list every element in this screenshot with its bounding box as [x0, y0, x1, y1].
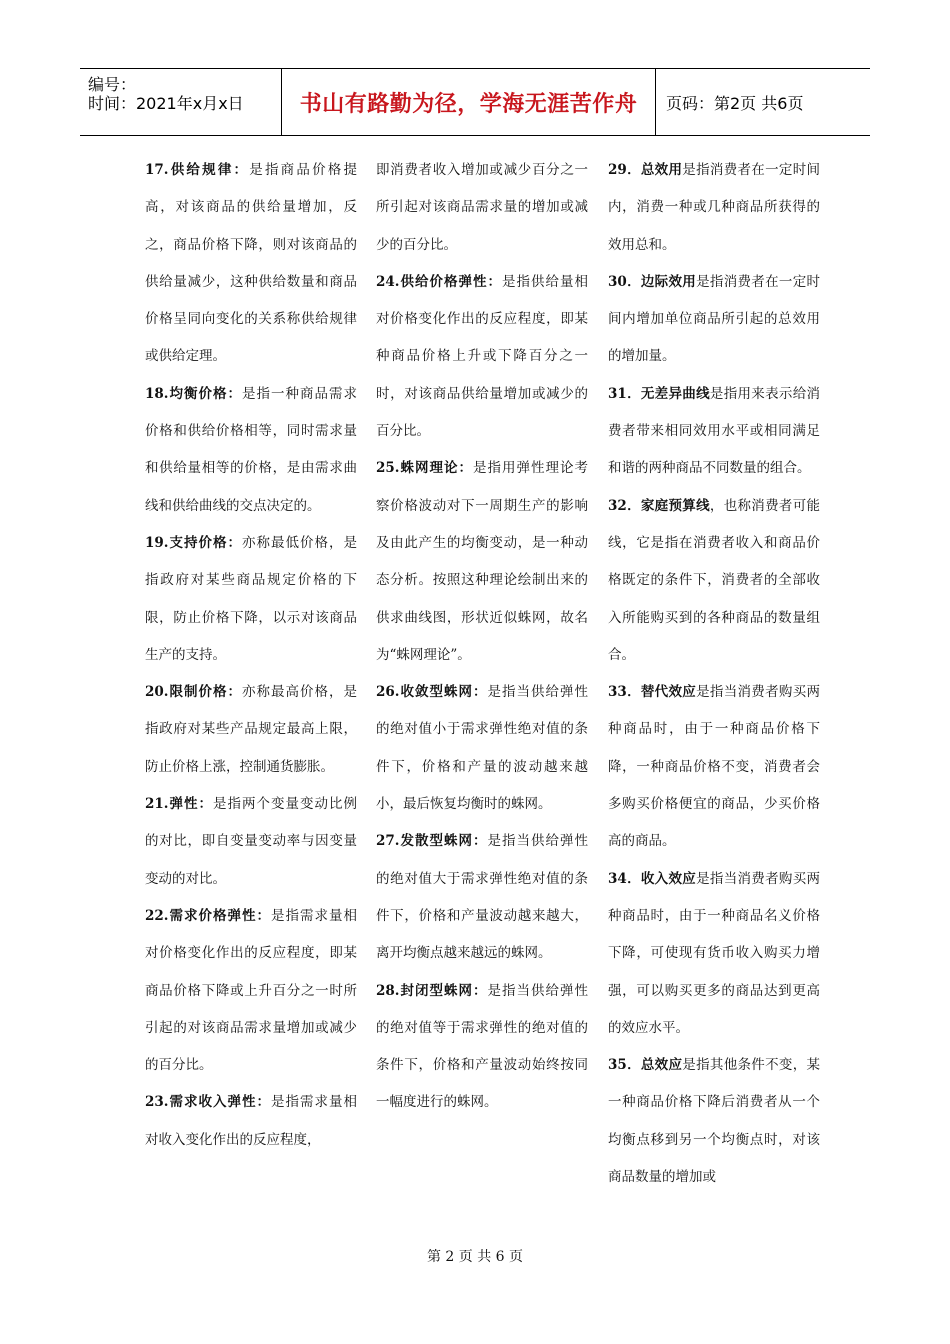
definition-paragraph — [145, 152, 357, 376]
definition-term: 26.收敛型蛛网： — [376, 684, 488, 701]
page-header — [80, 68, 870, 136]
definition-text: 是指当供给弹性的绝对值等于需求弹性的绝对值的条件下，价格和产量波动始终按同一幅度进行的蛛网。 — [376, 982, 588, 1111]
definition-text: 是指两个变量变动比例的对比，即自变量变动率与因变量变动的对比。 — [145, 796, 357, 887]
definition-paragraph — [145, 898, 357, 1084]
definition-text: 是指当消费者购买两种商品时，由于一种商品名义价格下降，可使现有货币收入购买力增强，可以购买更多的商品达到更高的效应水平。 — [608, 870, 820, 1036]
definition-term: 28.封闭型蛛网： — [376, 982, 488, 999]
definition-paragraph — [376, 823, 588, 972]
page-label: 页码：第2页 共6页 — [666, 93, 804, 113]
definition-text: 是指其他条件不变，某一种商品价格下降后消费者从一个均衡点移到另一个均衡点时，对该商品数量的增加或 — [608, 1057, 820, 1186]
definition-term: 27.发散型蛛网： — [376, 833, 488, 850]
date-label: 时间：2021年x月x日 — [88, 94, 244, 113]
definition-text: 是指当供给弹性的绝对值小于需求弹性绝对值的条件下，价格和产量的波动越来越小，最后恢复均衡时的蛛网。 — [376, 684, 588, 813]
header-motto-cell — [282, 69, 656, 135]
definition-text: 是指消费者在一定时间内增加单位商品所引起的总效用的增加量。 — [608, 273, 820, 365]
definition-text: 是指当消费者购买两种商品时，由于一种商品价格下降，一种商品价格不变，消费者会多购买价格便宜的商品，少买价格高的商品。 — [608, 684, 820, 850]
definition-paragraph — [376, 264, 588, 450]
definition-paragraph — [376, 152, 588, 264]
definition-paragraph — [608, 264, 820, 376]
definition-paragraph — [376, 973, 588, 1122]
definition-paragraph — [145, 1084, 357, 1159]
definition-term: 23.需求收入弹性： — [145, 1094, 271, 1111]
definition-paragraph — [608, 861, 820, 1047]
definition-term: 18.均衡价格： — [145, 385, 242, 402]
definition-text: 是指需求量相对收入变化作出的反应程度， — [145, 1094, 357, 1148]
definition-text: 是指当供给弹性的绝对值大于需求弹性绝对值的条件下，价格和产量波动越来越大，离开均衡点越来越远的蛛网。 — [376, 833, 588, 962]
definition-text: 是指供给量相对价格变化作出的反应程度，即某种商品价格上升或下降百分之一时，对该商品供给量增加或减少的百分比。 — [376, 273, 588, 440]
definition-paragraph — [608, 152, 820, 264]
definition-term: 20.限制价格： — [145, 684, 242, 701]
definition-text: 是指需求量相对价格变化作出的反应程度，即某商品价格下降或上升百分之一时所引起的对该商品需求量增加或减少的百分比。 — [145, 907, 357, 1074]
definition-term: 35．总效应 — [608, 1057, 683, 1074]
definition-paragraph — [145, 525, 357, 674]
definition-term: 24.供给价格弹性： — [376, 273, 502, 290]
definition-paragraph — [376, 450, 588, 674]
definition-term: 31．无差异曲线 — [608, 385, 710, 402]
header-meta — [80, 69, 282, 135]
definition-paragraph — [145, 786, 357, 898]
definition-paragraph — [145, 674, 357, 786]
motto: 书山有路勤为径，学海无涯苦作舟 — [299, 91, 638, 117]
definition-text: ，也称消费者可能线，它是指在消费者收入和商品价格既定的条件下，消费者的全部收入所能购买到的各种商品的数量组合。 — [608, 497, 820, 663]
definition-term: 32．家庭预算线 — [608, 497, 710, 514]
definition-text: 亦称最低价格，是指政府对某些商品规定价格的下限，防止价格下降，以示对该商品生产的支持。 — [145, 534, 357, 663]
definition-term: 22.需求价格弹性： — [145, 907, 271, 924]
definition-term: 19.支持价格： — [145, 534, 242, 551]
definition-term: 21.弹性： — [145, 796, 213, 813]
definition-paragraph — [608, 376, 820, 488]
definition-text: 是指消费者在一定时间内，消费一种或几种商品所获得的效用总和。 — [608, 162, 820, 253]
column-3 — [608, 152, 820, 1196]
definition-text: 是指用来表示给消费者带来相同效用水平或相同满足和谐的两种商品不同数量的组合。 — [608, 385, 820, 477]
code-label: 编号： — [88, 75, 137, 94]
column-1 — [145, 152, 357, 1159]
page-footer: 第 2 页 共 6 页 — [426, 1249, 524, 1265]
definition-term: 30．边际效用 — [608, 273, 697, 290]
definition-text: 即消费者收入增加或减少百分之一所引起对该商品需求量的增加或减少的百分比。 — [376, 162, 588, 253]
definition-text: 亦称最高价格，是指政府对某些产品规定最高上限，防止价格上涨，控制通货膨胀。 — [145, 684, 357, 775]
definition-term: 33．替代效应 — [608, 684, 697, 701]
definition-term: 25.蛛网理论： — [376, 460, 473, 477]
definition-term: 17.供给规律： — [145, 162, 250, 178]
definition-text: 是指商品价格提高，对该商品的供给量增加，反之，商品价格下降，则对该商品的供给量减少，这种供给数量和商品价格呈同向变化的关系称供给规律或供给定理。 — [145, 162, 357, 365]
definition-term: 34．收入效应 — [608, 870, 697, 887]
definition-paragraph — [608, 488, 820, 674]
definition-text: 是指一种商品需求价格和供给价格相等，同时需求量和供给量相等的价格，是由需求曲线和供给曲线的交点决定的。 — [145, 385, 357, 514]
column-2 — [376, 152, 588, 1122]
definition-paragraph — [145, 376, 357, 525]
definition-paragraph — [608, 1047, 820, 1196]
definition-paragraph — [376, 674, 588, 823]
header-page-cell — [656, 69, 870, 135]
definition-text: 是指用弹性理论考察价格波动对下一周期生产的影响及由此产生的均衡变动，是一种动态分析。按照这种理论绘制出来的供求曲线图，形状近似蛛网，故名为“蛛网理论”。 — [376, 460, 588, 663]
definition-term: 29．总效用 — [608, 162, 683, 178]
definition-paragraph — [608, 674, 820, 860]
